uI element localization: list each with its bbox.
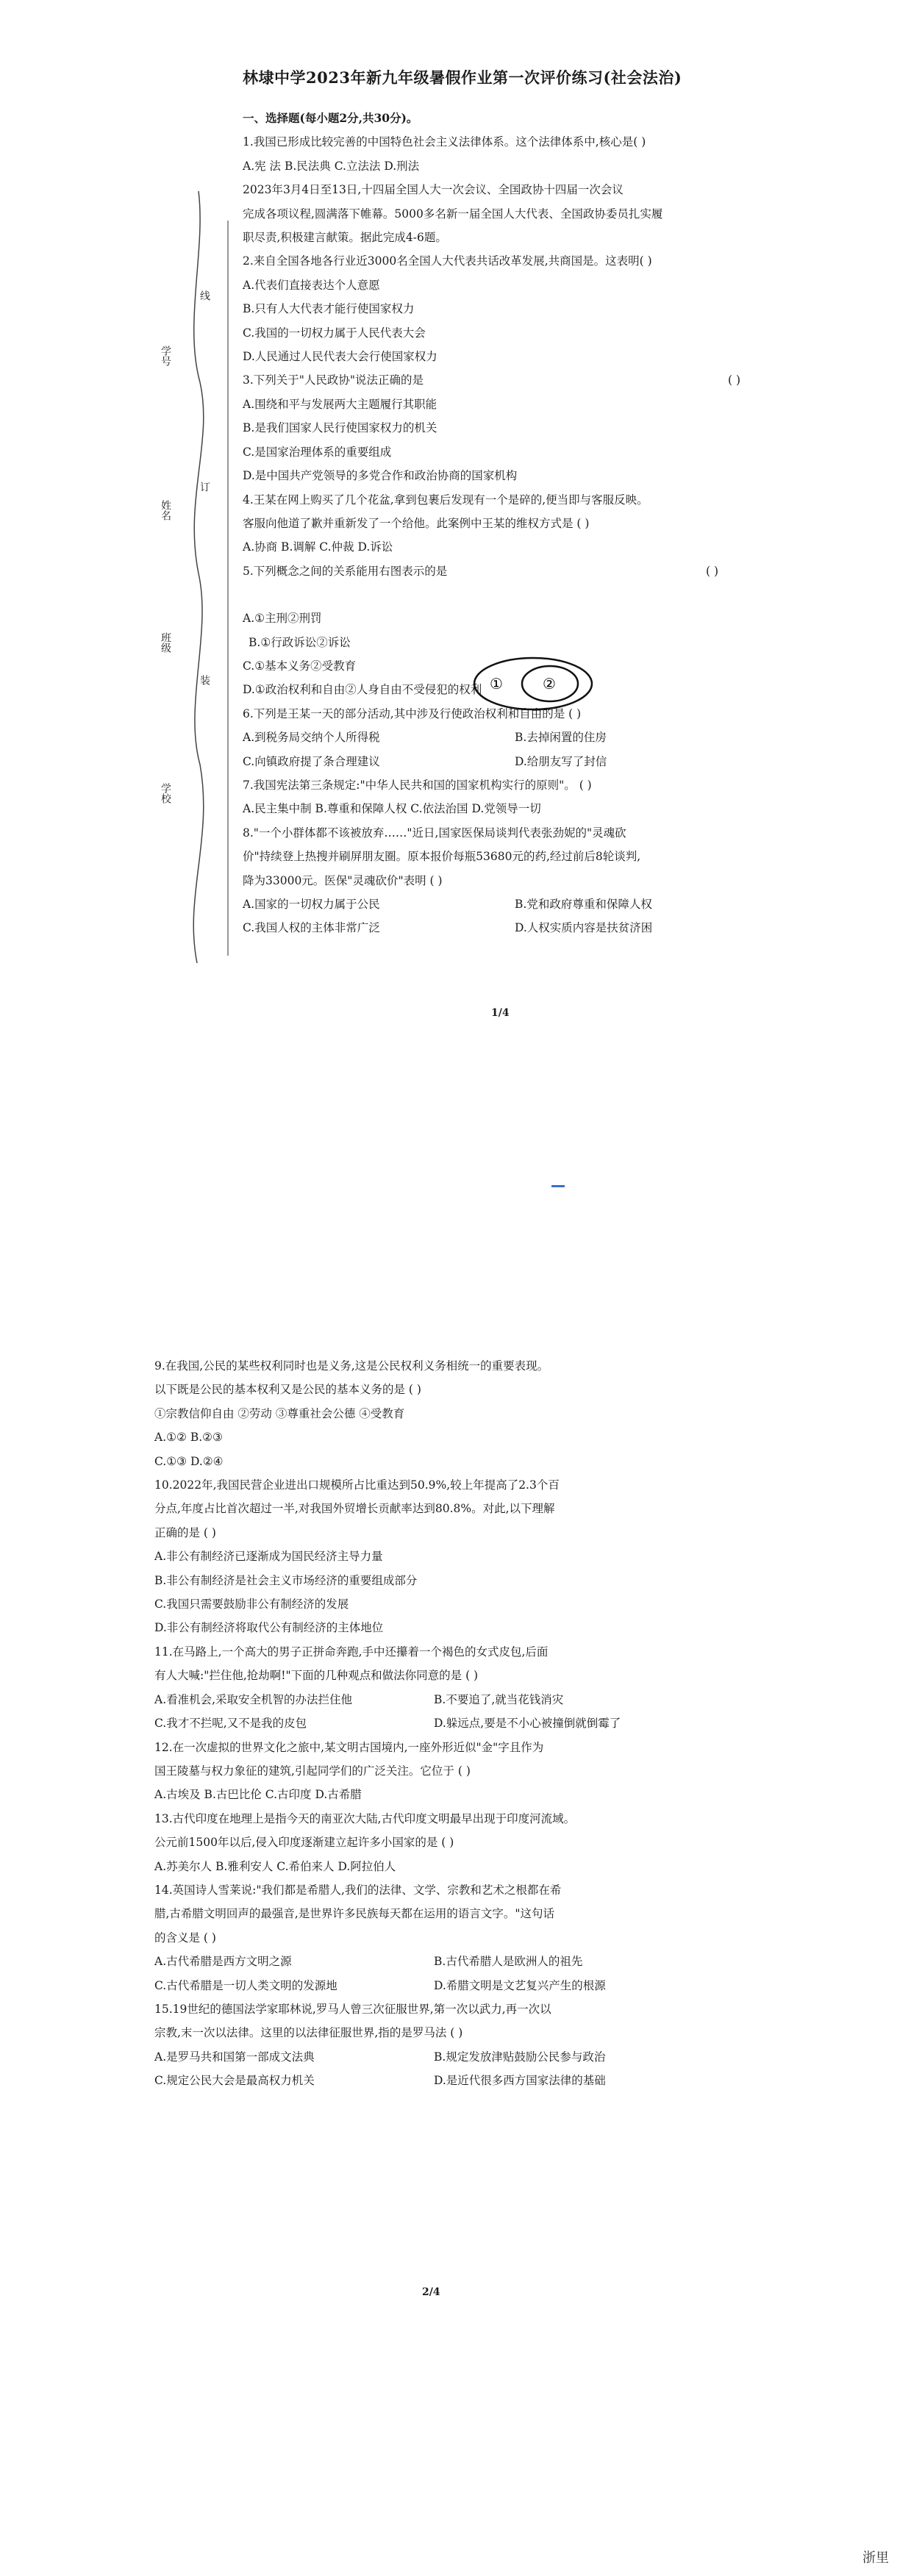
q5-option-d: D.①政治权利和自由②人身自由不受侵犯的权利 (243, 683, 482, 697)
q8-option-d: D.人权实质内容是扶贫济困 (515, 921, 653, 935)
q14-stem-line-1: 14.英国诗人雪莱说:"我们都是希腊人,我们的法律、文学、宗教和艺术之根都在希 (154, 1883, 562, 1897)
q8-stem-line-2: 价"持续登上热搜并刷屏朋友圈。原本报价每瓶53680元的药,经过前后8轮谈判, (243, 850, 641, 864)
q6-option-d: D.给朋友写了封信 (515, 754, 607, 768)
q14-option-b: B.古代希腊人是欧洲人的祖先 (434, 1955, 583, 1969)
q7-options: A.民主集中制 B.尊重和保障人权 C.依法治国 D.党领导一切 (243, 802, 541, 816)
margin-school-label: 学校 (160, 783, 171, 804)
passage-line-1: 2023年3月4日至13日,十四届全国人大一次会议、全国政协十四届一次会议 (243, 183, 624, 197)
page2-content (154, 1354, 699, 2093)
q3-stem: 3.下列关于"人民政协"说法正确的是 (243, 373, 424, 387)
q9-stem-line-1: 9.在我国,公民的某些权利同时也是义务,这是公民权利义务相统一的重要表现。 (154, 1359, 549, 1373)
q2-option-a: A.代表们直接表达个人意愿 (243, 278, 380, 292)
q5-nested-diagram (471, 654, 596, 713)
q14-option-c: C.古代希腊是一切人类文明的发源地 (154, 1978, 337, 1992)
q15-options-row-2 (154, 2069, 699, 2092)
q2-option-c: C.我国的一切权力属于人民代表大会 (243, 326, 426, 340)
q9-items: ①宗教信仰自由 ②劳动 ③尊重社会公德 ④受教育 (154, 1406, 405, 1420)
q3-option-b: B.是我们国家人民行使国家权力的机关 (243, 421, 437, 435)
q5-option-b: B.①行政诉讼②诉讼 (249, 635, 351, 649)
q5-diagram-outer-label: ① (490, 675, 503, 693)
scan-mark (551, 1185, 565, 1187)
q14-stem-line-2: 腊,古希腊文明回声的最强音,是世界许多民族每天都在运用的语言文字。"这句话 (154, 1907, 554, 1921)
q2-stem: 2.来自全国各地各行业近3000名全国人大代表共话改革发展,共商国是。这表明( ) (243, 254, 652, 268)
q6-option-a: A.到税务局交纳个人所得税 (243, 731, 380, 745)
q6-option-c: C.向镇政府提了条合理建议 (243, 754, 380, 768)
q7-stem: 7.我国宪法第三条规定:"中华人民共和国的国家机构实行的原则"。 ( ) (243, 778, 592, 792)
q6-stem: 6.下列是王某一天的部分活动,其中涉及行使政治权利和自由的是 ( ) (243, 706, 582, 720)
q3-stem-row (243, 368, 787, 392)
q2-option-d: D.人民通过人民代表大会行使国家权力 (243, 350, 437, 364)
page-number-2: 2/4 (422, 2286, 440, 2298)
q13-stem-line-1: 13.古代印度在地理上是指今天的南亚次大陆,古代印度文明最早出现于印度河流域。 (154, 1811, 576, 1825)
q11-option-c: C.我才不拦呢,又不是我的皮包 (154, 1717, 307, 1731)
passage-line-2: 完成各项议程,圆满落下帷幕。5000多名新一届全国人大代表、全国政协委员扎实履 (243, 207, 663, 221)
q3-answer-paren: ( ) (728, 373, 741, 387)
margin-student-id-label: 学号 (160, 346, 171, 366)
q5-spacer (243, 583, 787, 607)
q11-stem-line-2: 有人大喊:"拦住他,抢劫啊!"下面的几种观点和做法你同意的是 ( ) (154, 1669, 479, 1683)
q15-option-b: B.规定发放津贴鼓励公民参与政治 (434, 2050, 606, 2064)
page-number-1: 1/4 (491, 1007, 510, 1019)
q9-stem-line-2: 以下既是公民的基本权利又是公民的基本义务的是 ( ) (154, 1383, 421, 1397)
margin-line-char: 线 (199, 290, 210, 301)
q12-options: A.古埃及 B.古巴比伦 C.古印度 D.古希腊 (154, 1788, 362, 1802)
q15-options-row-1 (154, 2045, 699, 2069)
margin-fold-char: 装 (199, 675, 210, 685)
page-1 (0, 0, 911, 1103)
q15-option-c: C.规定公民大会是最高权力机关 (154, 2074, 315, 2088)
q4-stem-line-1: 4.王某在网上购买了几个花盆,拿到包裹后发现有一个是碎的,便当即与客服反映。 (243, 493, 649, 507)
q10-option-b: B.非公有制经济是社会主义市场经济的重要组成部分 (154, 1573, 418, 1587)
q10-stem-line-3: 正确的是 ( ) (154, 1525, 216, 1539)
q15-option-d: D.是近代很多西方国家法律的基础 (434, 2074, 606, 2088)
q4-options: A.协商 B.调解 C.仲裁 D.诉讼 (243, 540, 393, 554)
q11-options-row-1 (154, 1688, 699, 1711)
q13-stem-line-2: 公元前1500年以后,侵入印度逐渐建立起许多小国家的是 ( ) (154, 1836, 454, 1850)
q12-stem-line-2: 国王陵墓与权力象征的建筑,引起同学们的广泛关注。它位于 ( ) (154, 1764, 471, 1778)
q5-stem: 5.下列概念之间的关系能用右图表示的是 (243, 564, 448, 578)
q1-stem: 1.我国已形成比较完善的中国特色社会主义法律体系。这个法律体系中,核心是( ) (243, 135, 646, 149)
q6-option-b: B.去掉闲置的住房 (515, 731, 607, 745)
q11-option-a: A.看准机会,采取安全机智的办法拦住他 (154, 1692, 353, 1706)
q13-options: A.苏美尔人 B.雅利安人 C.希伯来人 D.阿拉伯人 (154, 1859, 396, 1873)
q11-option-b: B.不要追了,就当花钱消灾 (434, 1692, 564, 1706)
q5-option-a: A.①主刑②刑罚 (243, 612, 322, 626)
exam-title: 林埭中学2023年新九年级暑假作业第一次评价练习(社会法治) (243, 68, 682, 87)
q15-stem-line-1: 15.19世纪的德国法学家耶林说,罗马人曾三次征服世界,第一次以武力,再一次以 (154, 2002, 551, 2016)
q11-stem-line-1: 11.在马路上,一个高大的男子正拼命奔跑,手中还攥着一个褐色的女式皮包,后面 (154, 1645, 549, 1659)
q8-stem-line-1: 8."一个小群体都不该被放弃……"近日,国家医保局谈判代表张劲妮的"灵魂砍 (243, 826, 626, 840)
q10-option-d: D.非公有制经济将取代公有制经济的主体地位 (154, 1621, 384, 1635)
q14-option-a: A.古代希腊是西方文明之源 (154, 1955, 292, 1969)
q8-options-row-2 (243, 916, 787, 940)
q11-option-d: D.躲远点,要是不小心被撞倒就倒霉了 (434, 1717, 621, 1731)
q8-option-a: A.国家的一切权力属于公民 (243, 898, 380, 911)
q4-stem-line-2: 客服向他道了歉并重新发了一个给他。此案例中王某的维权方式是 ( ) (243, 516, 590, 530)
q10-stem-line-1: 10.2022年,我国民营企业进出口规模所占比重达到50.9%,较上年提高了2.3个百 (154, 1478, 560, 1492)
q6-options-row-2 (243, 750, 787, 773)
q11-options-row-2 (154, 1711, 699, 1735)
q14-options-row-2 (154, 1974, 699, 1997)
q3-option-d: D.是中国共产党领导的多党合作和政治协商的国家机构 (243, 469, 518, 483)
q5-stem-row (243, 559, 787, 583)
q9-options-row-1: A.①② B.②③ (154, 1431, 223, 1445)
q1-options: A.宪 法 B.民法典 C.立法法 D.刑法 (243, 159, 420, 173)
q3-option-c: C.是国家治理体系的重要组成 (243, 445, 392, 459)
q14-option-d: D.希腊文明是文艺复兴产生的根源 (434, 1978, 606, 1992)
q15-option-a: A.是罗马共和国第一部成文法典 (154, 2050, 315, 2064)
q10-option-a: A.非公有制经济已逐渐成为国民经济主导力量 (154, 1550, 383, 1564)
q10-option-c: C.我国只需要鼓励非公有制经济的发展 (154, 1598, 349, 1611)
margin-bind-char: 订 (199, 482, 210, 492)
q8-option-b: B.党和政府尊重和保障人权 (515, 898, 652, 911)
q10-stem-line-2: 分点,年度占比首次超过一半,对我国外贸增长贡献率达到80.8%。对此,以下理解 (154, 1502, 555, 1516)
passage-line-3: 职尽责,积极建言献策。据此完成4-6题。 (243, 231, 447, 245)
margin-class-label: 班级 (160, 632, 171, 653)
q6-options-row-1 (243, 726, 787, 749)
margin-name-label: 姓名 (160, 500, 171, 520)
binding-margin-curve (154, 191, 243, 963)
q3-option-a: A.围绕和平与发展两大主题履行其职能 (243, 397, 437, 411)
q12-stem-line-1: 12.在一次虚拟的世界文化之旅中,某文明古国境内,一座外形近似"金"字且作为 (154, 1740, 544, 1754)
q8-stem-line-3: 降为33000元。医保"灵魂砍价"表明 ( ) (243, 873, 443, 887)
q2-option-b: B.只有人大代表才能行使国家权力 (243, 302, 415, 316)
q15-stem-line-2: 宗教,末一次以法律。这里的以法律征服世界,指的是罗马法 ( ) (154, 2026, 463, 2040)
q14-options-row-1 (154, 1950, 699, 1973)
page1-content (243, 107, 787, 940)
q14-stem-line-3: 的含义是 ( ) (154, 1931, 216, 1944)
section-heading: 一、选择题(每小题2分,共30分)。 (243, 111, 418, 125)
q5-option-c: C.①基本义务②受教育 (243, 659, 357, 673)
q9-options-row-2: C.①③ D.②④ (154, 1454, 224, 1468)
q5-answer-paren: ( ) (706, 564, 719, 578)
q8-option-c: C.我国人权的主体非常广泛 (243, 921, 380, 935)
q8-options-row-1 (243, 892, 787, 916)
q5-diagram-inner-label: ② (543, 675, 556, 693)
watermark-note: 浙里 (862, 2550, 889, 2566)
